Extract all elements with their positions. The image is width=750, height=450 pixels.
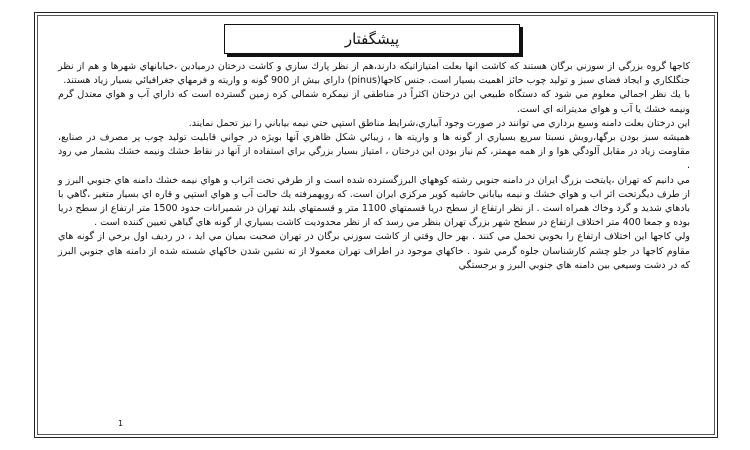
paragraph: ولي كاجها اين اختلاف ارتفاع را بخوبي تحمل مي كنند . بهر حال وقتي از كاشت سوزني برگان در تهران صحبت بميان مي ايد ، در رديف اول برخي از گونه هاي مقاوم كاجها در جلو چشم كارشناسان جلوه گرمي شود . خاكهاي موجود در اطراف تهران معمولا از ته نشين شدن خاكهاي شسته شده از دامنه هاي جنوبي البرز كه در دشت وسيعي بين دامنه هاي جنوبي البرز و برجستگي xyxy=(58,231,690,271)
paragraph: اين درختان بعلت دامنه وسيع برداري مي توانند در صورت وجود آبياري،شرايط مناطق استپي حتي نيمه بياباني را نيز تحمل نمايند. xyxy=(188,117,690,129)
page-title: پیشگفتار xyxy=(344,30,400,48)
title-box xyxy=(224,24,520,54)
paragraph: مي دانيم كه تهران ،پايتخت بزرگ ايران در دامنه جنوبي رشته كوههاي البرزگسترده شده است و از طرفي تحت اثراب و هواي نيمه خشك دامنه هاي جنوبي البرز و از طرف ديگرتحت اثر اب و هواي خشك و نيمه بياباني حاشيه كوير مركزي ايران است. كه رويهمرفته يك حالت آب و هواي استپي و قاره اي بسيار متغير ،گاهي با بادهاي شديد و گرد وخاك همراه است . از نظر ارتفاع از سطح دريا قسمتهاي 1100 متر و قسمتهاي بلند تهران در شميرانات حدود 1500 متر ارتفاع از سطح دريا بوده و جمعا 400 متر اختلاف ارتفاع در سطح شهر بزرگ تهران بنظر مي رسد كه از نظر محدوديت كاشت بسياري از گونه هاي گياهي تعيين كننده است . xyxy=(58,174,690,229)
page-number: 1 xyxy=(118,419,124,428)
paragraph: با يك نظر اجمالي معلوم مي شود كه دستگاه طبيعي اين درختان اكثراً در مناطقي از نيمكره شمالي كره زمين گسترده است كه داراي آب و هواي معتدل گرم ونيمه خشك يا آب و هواي مديترانه اي است. xyxy=(58,89,690,115)
document-body xyxy=(58,60,690,273)
paragraph: كاجها گروه بزرگي از سوزني برگان هستند كه كاشت انها بعلت امتيازاتيكه دارند،هم از نظر پارك سازي و كاشت درختان درميادين ،خيابانهاي شهرها و هم از نظر جنگلكاري و ايجاد فضاي سبز و توليد چوب حائز اهميت بسيار است. جنس كاجها(pinus) داراي بيش از 900 گونه و واريته و فرمهاي جغرافيائي بسيار زياد هستند. xyxy=(58,61,690,87)
paragraph: هميشه سبز بودن برگها،رويش نسبتا سريع بسياري از گونه ها و واريته ها ، زيبائي شكل ظاهري آنها بويژه در جواني قابليت توليد چوب پر مصرف در صنايع، مقاومت زياد در مقابل آلودگي هوا و از همه مهمتر، كم نياز بودن اين درختان ، امتياز بسيار بزرگي براي استفاده از آنها در نقاط خشك ونيمه خشك بشمار مي رود . xyxy=(58,132,690,172)
